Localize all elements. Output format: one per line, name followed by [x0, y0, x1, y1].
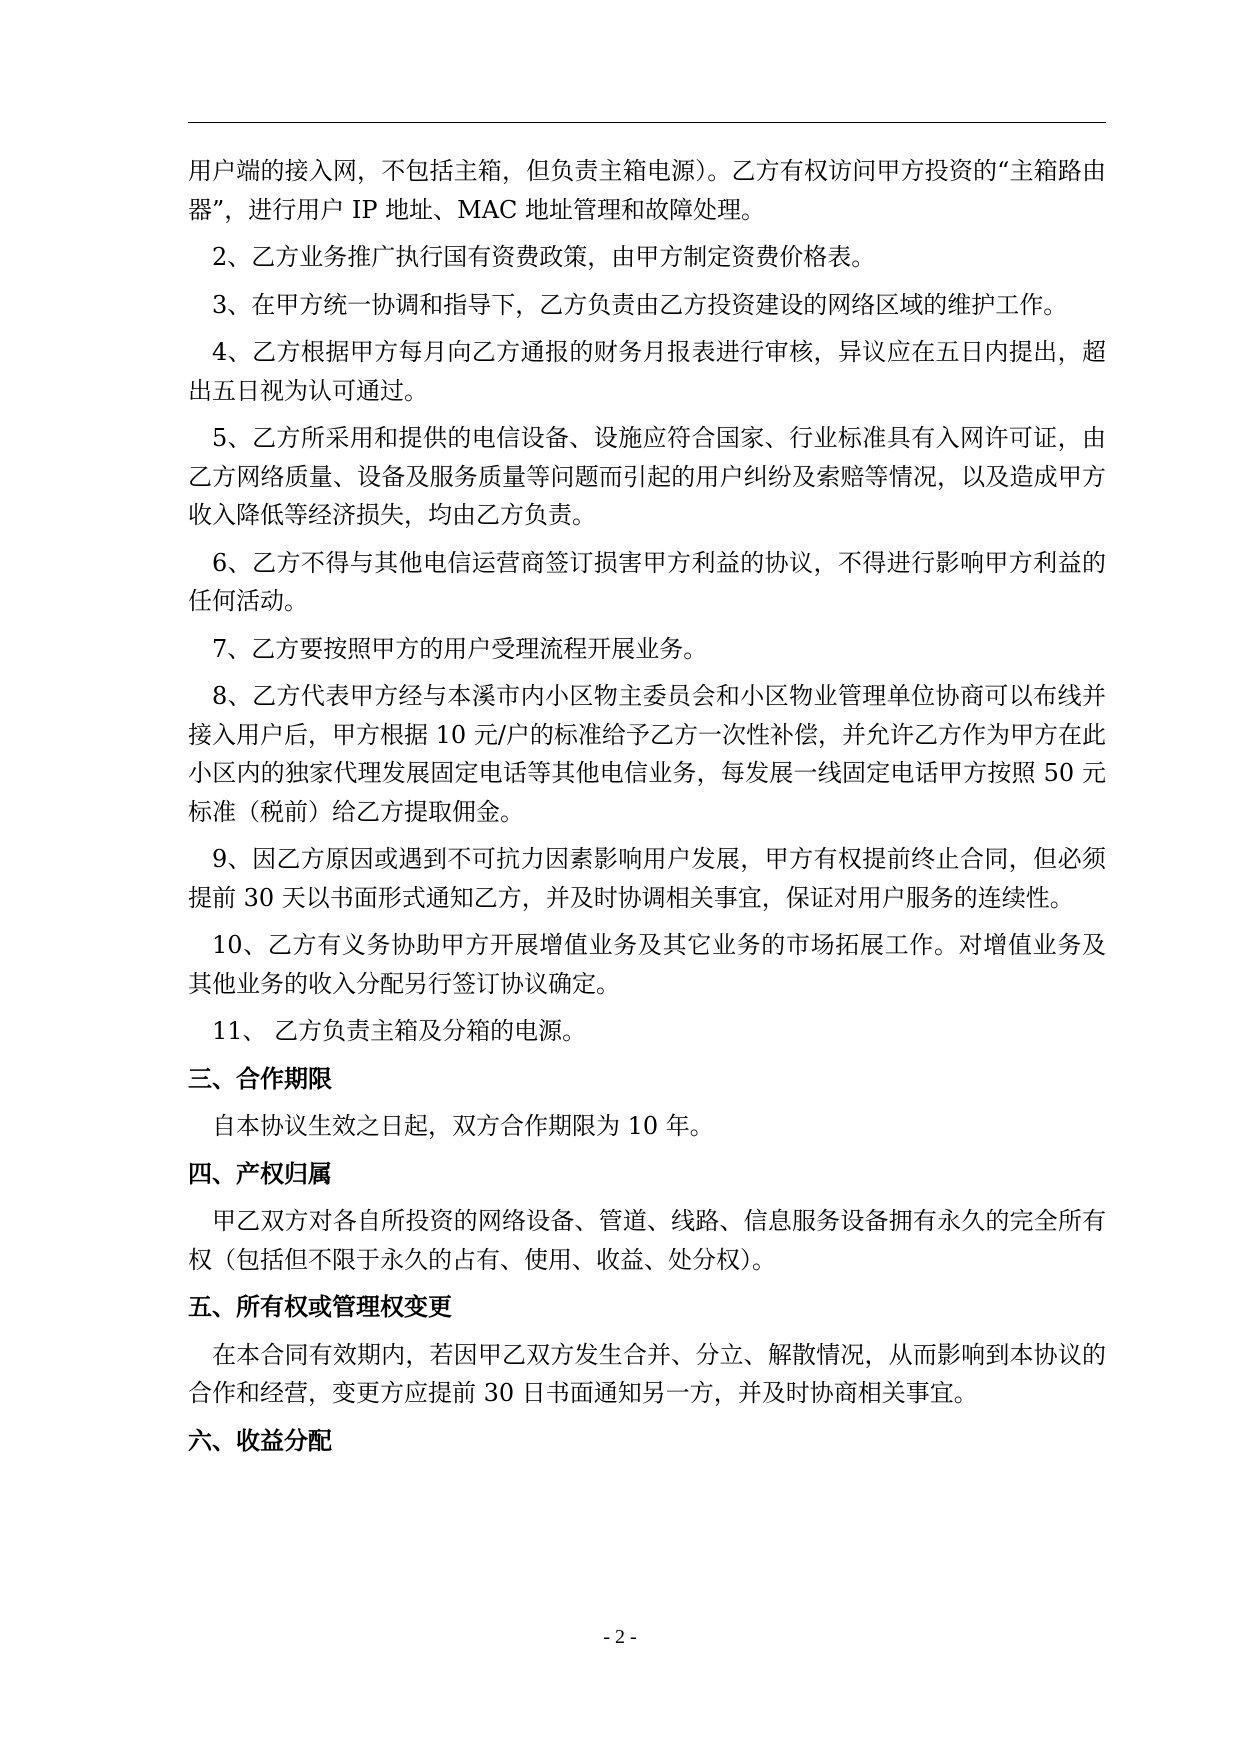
clause-2: 2、乙方业务推广执行国有资费政策，由甲方制定资费价格表。 — [212, 243, 876, 271]
clause-11: 11、 乙方负责主箱及分箱的电源。 — [212, 1017, 587, 1045]
section-heading-revenue: 六、收益分配 — [188, 1426, 332, 1455]
clause-4: 4、乙方根据甲方每月向乙方通报的财务月报表进行审核，异议应在五日内提出，超出五日视为认可通过。 — [188, 338, 1106, 405]
clause-3: 3、在甲方统一协调和指导下，乙方负责由乙方投资建设的网络区域的维护工作。 — [212, 290, 1068, 319]
page-number: - 2 - — [603, 1626, 637, 1648]
clause-10: 10、乙方有义务协助甲方开展增值业务及其它业务的市场拓展工作。对增值业务及其他业务的收入分配另行签订协议确定。 — [188, 931, 1106, 998]
section-body-ownership: 甲乙双方对各自所投资的网络设备、管道、线路、信息服务设备拥有永久的完全所有权（包括但不限于永久的占有、使用、收益、处分权）。 — [188, 1207, 1106, 1274]
clause-7: 7、乙方要按照甲方的用户受理流程开展业务。 — [212, 634, 708, 663]
section-heading-ownership-change: 五、所有权或管理权变更 — [188, 1293, 452, 1321]
paragraph-continuation: 用户端的接入网，不包括主箱，但负责主箱电源）。乙方有权访问甲方投资的“主箱路由器”，进行用户 IP 地址、MAC 地址管理和故障处理。 — [188, 157, 1106, 224]
section-heading-term: 三、合作期限 — [188, 1064, 332, 1093]
section-heading-ownership: 四、产权归属 — [188, 1159, 332, 1188]
document-body — [188, 152, 1106, 1469]
section-body-ownership-change: 在本合同有效期内，若因甲乙双方发生合并、分立、解散情况，从而影响到本协议的合作和经营，变更方应提前 30 日书面通知另一方，并及时协商相关事宜。 — [188, 1340, 1106, 1407]
header-rule — [188, 122, 1106, 123]
section-body-term: 自本协议生效之日起，双方合作期限为 10 年。 — [212, 1112, 714, 1140]
clause-9: 9、因乙方原因或遇到不可抗力因素影响用户发展，甲方有权提前终止合同，但必须提前 30 天以书面形式通知乙方，并及时协调相关事宜，保证对用户服务的连续性。 — [188, 845, 1106, 912]
clause-6: 6、乙方不得与其他电信运营商签订损害甲方利益的协议，不得进行影响甲方利益的任何活动。 — [188, 548, 1106, 615]
clause-8: 8、乙方代表甲方经与本溪市内小区物主委员会和小区物业管理单位协商可以布线并接入用户后，甲方根据 10 元/户的标准给予乙方一次性补偿，并允许乙方作为甲方在此小区内的独家代理发展固定电话等其他电信业务，每发展一线固定电话甲方按照 50 元标准（税前）给乙方提取佣金。 — [188, 682, 1106, 826]
clause-5: 5、乙方所采用和提供的电信设备、设施应符合国家、行业标准具有入网许可证，由乙方网络质量、设备及服务质量等问题而引起的用户纠纷及索赔等情况，以及造成甲方收入降低等经济损失，均由乙方负责。 — [188, 424, 1106, 529]
